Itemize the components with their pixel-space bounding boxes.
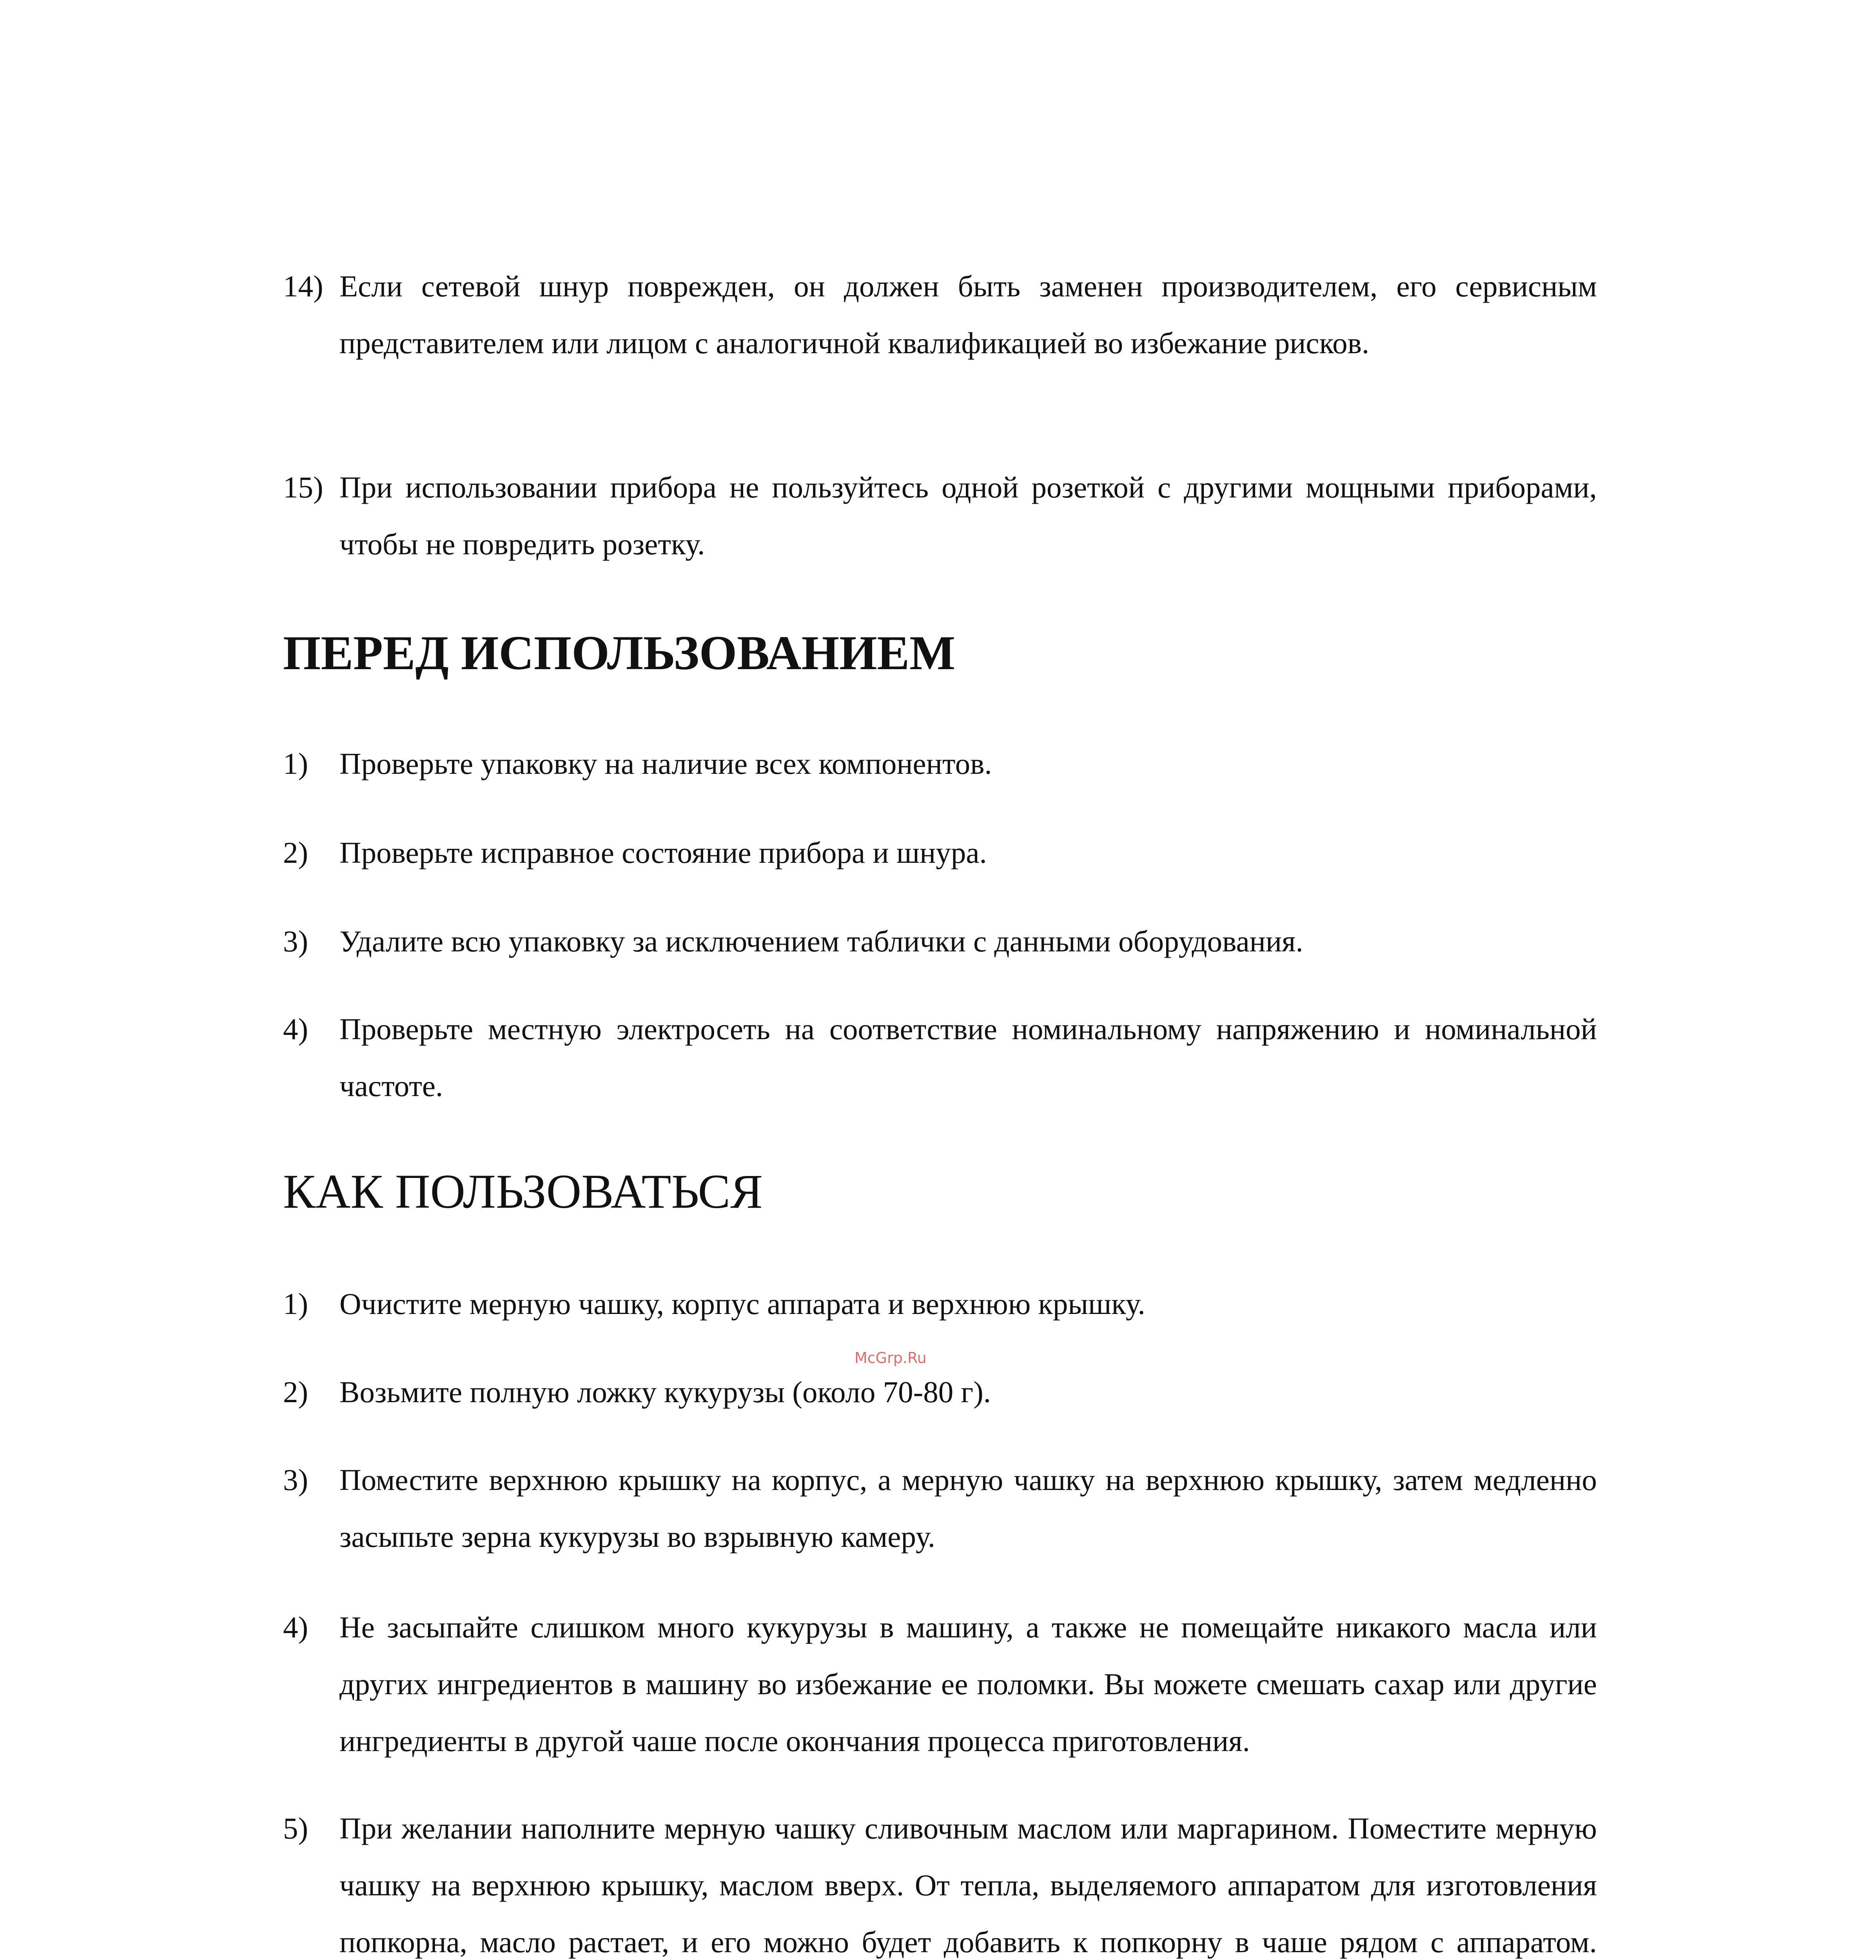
item-text: Удалите всю упаковку за исключением таблички с данными оборудования. <box>339 924 1303 958</box>
list-item <box>283 1364 1597 1421</box>
item-number: 1) <box>283 747 308 780</box>
list-item <box>283 913 1597 970</box>
list-item <box>283 1599 1597 1769</box>
item-number: 2) <box>283 836 308 869</box>
item-text: Очистите мерную чашку, корпус аппарата и верхнюю крышку. <box>339 1287 1145 1321</box>
item-number: 1) <box>283 1287 308 1321</box>
list-item <box>283 1001 1597 1114</box>
item-text: Поместите верхнюю крышку на корпус, а мерную чашку на верхнюю крышку, затем медленно засыпьте зерна кукурузы во взрывную камеру. <box>339 1463 1597 1553</box>
item-number: 4) <box>283 1610 308 1644</box>
item-number: 2) <box>283 1375 308 1409</box>
item-text: Проверьте упаковку на наличие всех компонентов. <box>339 747 992 780</box>
list-item <box>283 1452 1597 1565</box>
list-item <box>283 735 1597 792</box>
item-text: Не засыпайте слишком много кукурузы в машину, а также не помещайте никакого масла или других ингредиентов в машину во избежание ее поломки. Вы можете смешать сахар или другие ингредиенты в другой чаше после окончания процесса приготовления. <box>339 1610 1597 1758</box>
section-title-how-to-use: КАК ПОЛЬЗОВАТЬСЯ <box>283 1165 763 1218</box>
list-item <box>283 824 1597 881</box>
item-number: 4) <box>283 1012 308 1046</box>
item-text: Проверьте местную электросеть на соответствие номинальному напряжению и номинальной частоте. <box>339 1012 1597 1103</box>
watermark: McGrp.Ru <box>855 1349 927 1367</box>
list-item <box>283 1800 1597 1960</box>
item-number: 3) <box>283 924 308 958</box>
item-number: 5) <box>283 1811 308 1845</box>
item-number: 3) <box>283 1463 308 1497</box>
item-number: 14) <box>283 269 323 303</box>
list-item <box>283 1276 1597 1332</box>
section-title-before-use: ПЕРЕД ИСПОЛЬЗОВАНИЕМ <box>283 626 956 680</box>
list-item <box>283 258 1597 372</box>
item-text: При желании наполните мерную чашку сливочным маслом или маргарином. Поместите мерную чашку на верхнюю крышку, маслом вверх. От тепла, выделяемого аппаратом для изготовления попкорна, масло растает, и его можно будет добавить к попкорну в чаше рядом с аппаратом. <box>339 1811 1597 1959</box>
item-number: 15) <box>283 470 323 504</box>
item-text: Проверьте исправное состояние прибора и шнура. <box>339 836 987 869</box>
item-text: Если сетевой шнур поврежден, он должен быть заменен производителем, его сервисным представителем или лицом с аналогичной квалификацией во избежание рисков. <box>339 269 1597 360</box>
item-text: При использовании прибора не пользуйтесь одной розеткой с другими мощными приборами, чтобы не повредить розетку. <box>339 470 1597 561</box>
list-item <box>283 459 1597 573</box>
item-text: Возьмите полную ложку кукурузы (около 70-80 г). <box>339 1375 991 1409</box>
